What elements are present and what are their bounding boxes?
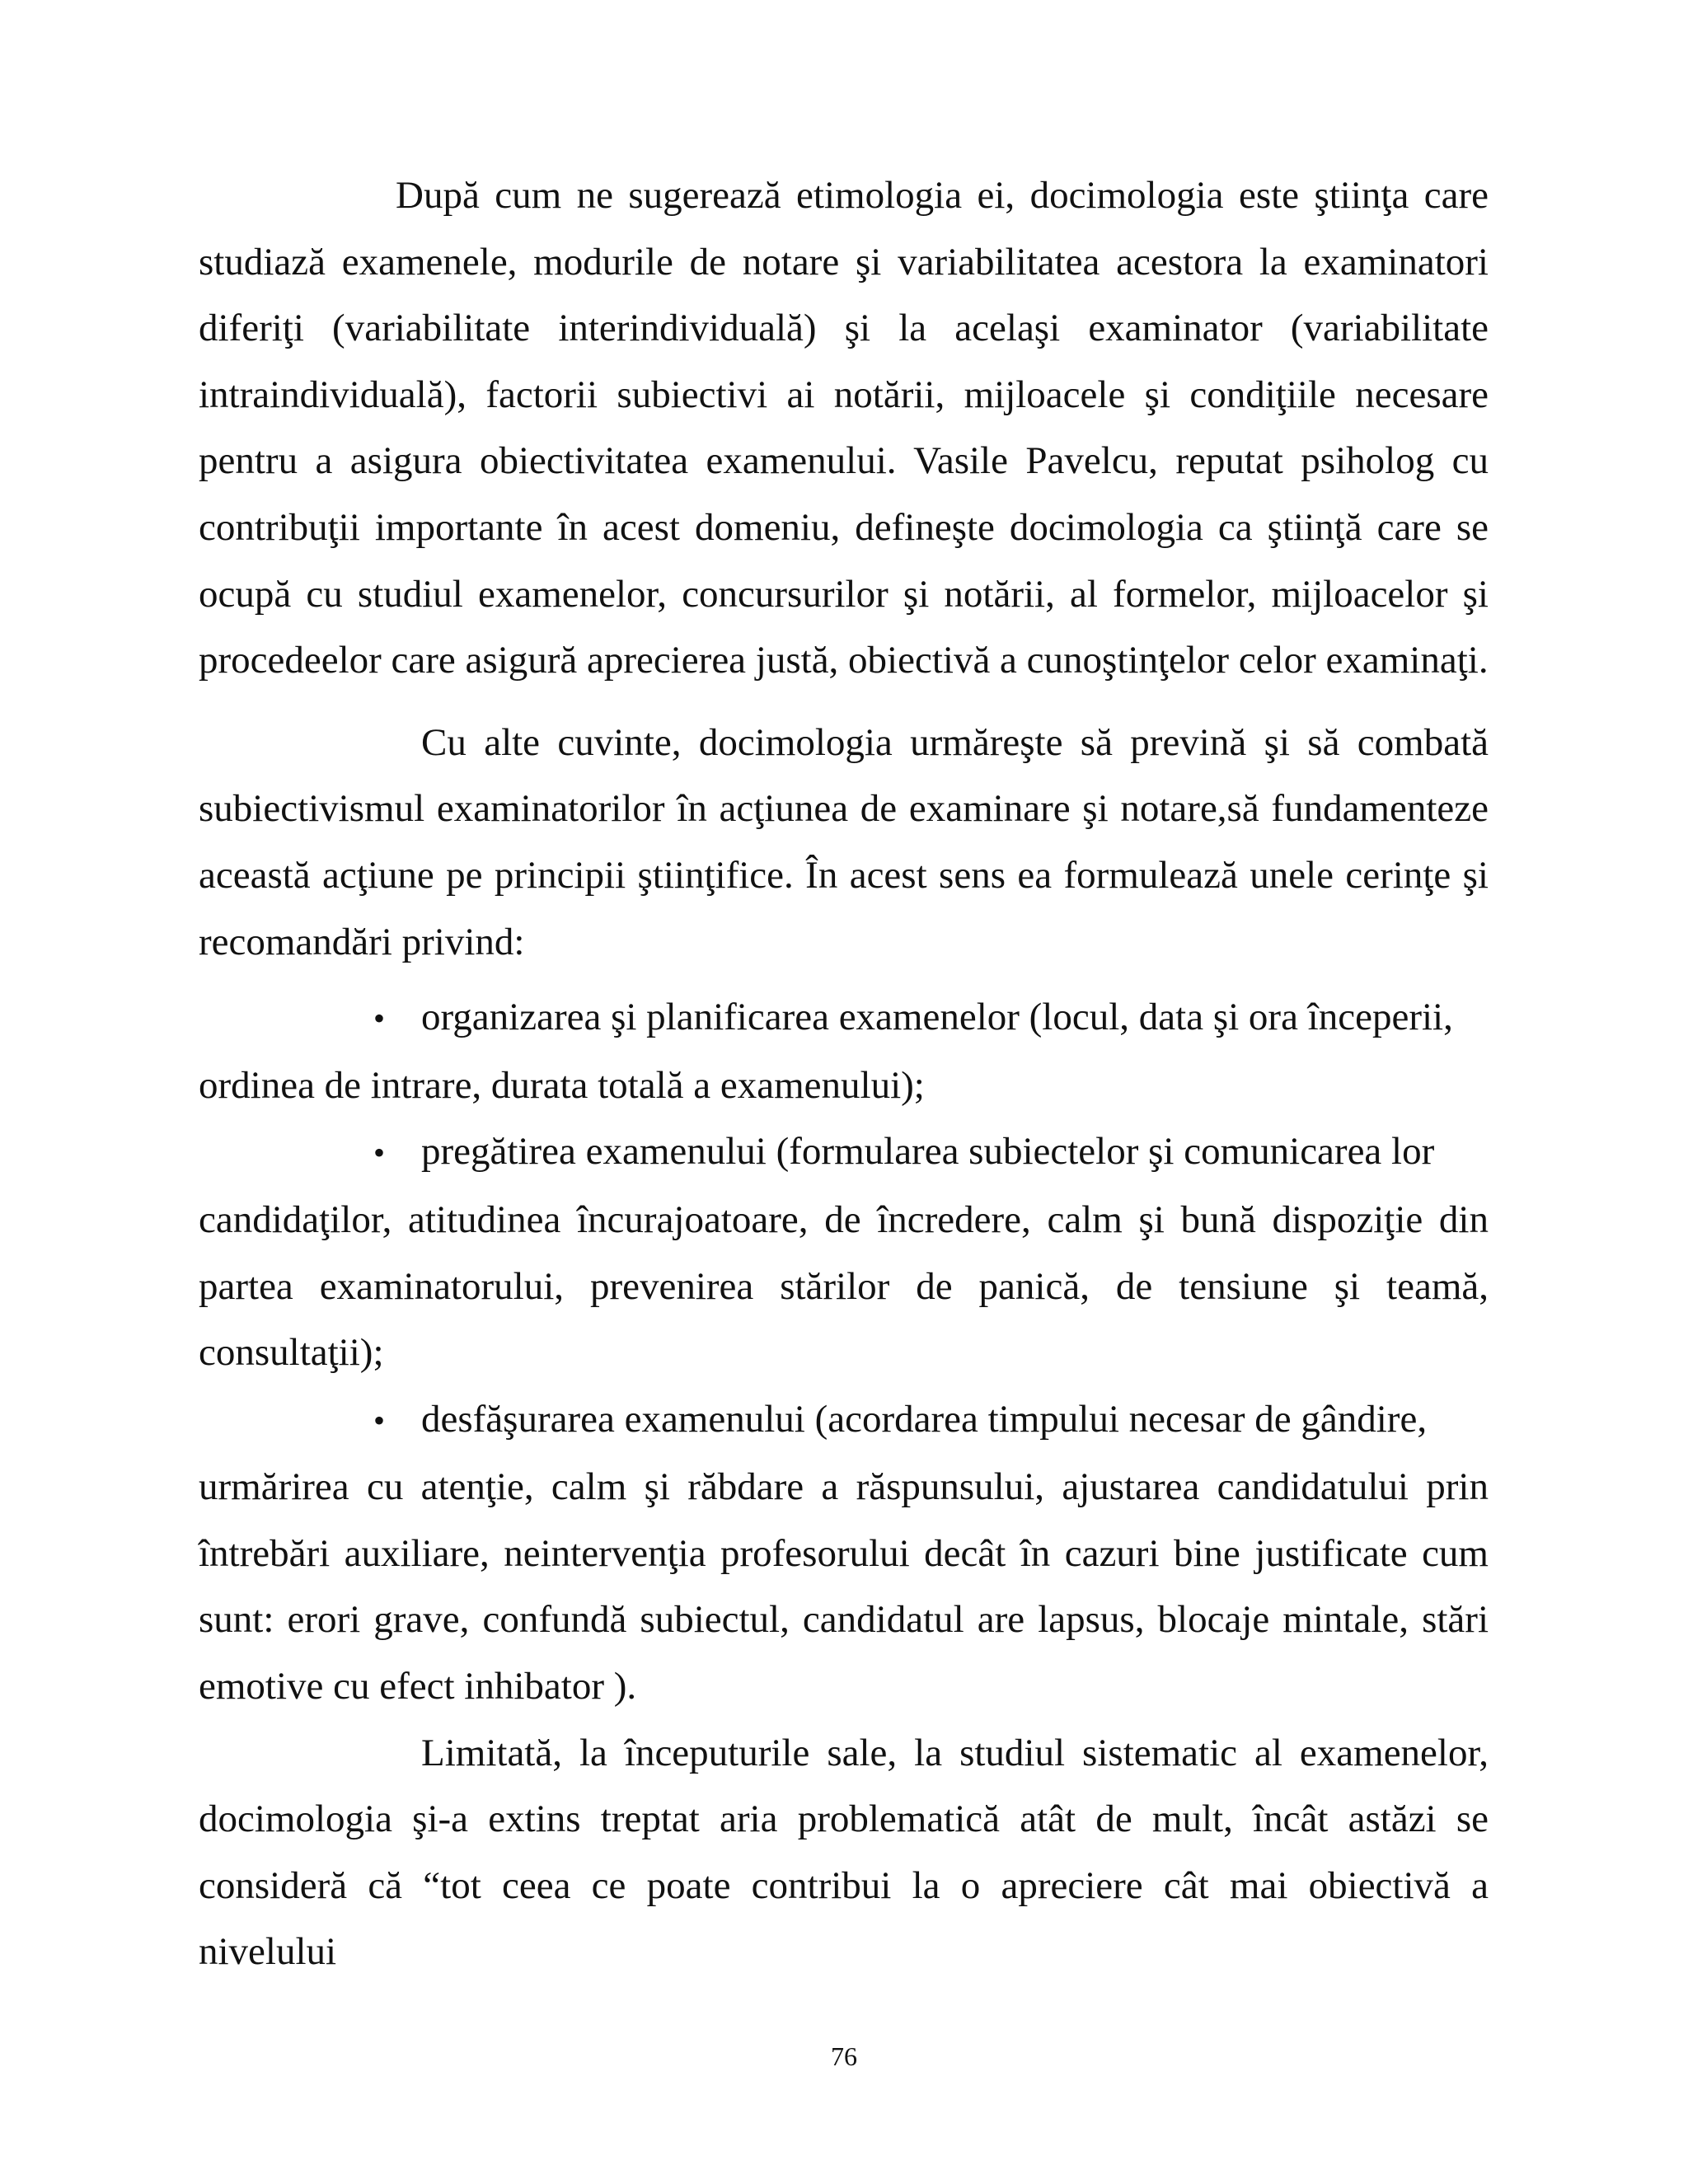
bullet-list <box>199 984 1489 1720</box>
list-item-lead: organizarea şi planificarea examenelor (locul, data şi ora începerii, <box>421 996 1453 1039</box>
paragraph-purpose: Cu alte cuvinte, docimologia urmăreşte să prevină şi să combată subiectivismul examinatorilor în acţiunea de examinare şi notare,să fundamenteze această acţiune pe principii ştiinţifice. În acest sens ea formulează unele cerinţe şi recomandări privind: <box>199 720 1489 963</box>
page-number: 76 <box>831 2041 857 2071</box>
body-text <box>199 162 1489 1985</box>
paragraph-closing: Limitată, la începuturile sale, la studiul sistematic al examenelor, docimologia şi-a extins treptat aria problematică atât de mult, încât astăzi se consideră că “tot ceea ce poate contribui la o apreciere cât mai obiectivă a nivelului <box>199 1731 1489 1974</box>
list-item <box>199 1386 1489 1720</box>
list-item-lead: desfăşurarea examenului (acordarea timpului necesar de gândire, <box>421 1397 1428 1441</box>
paragraph-definition: După cum ne sugerează etimologia ei, docimologia este ştiinţa care studiază examenele, modurile de notare şi variabilitatea acestora la examinatori diferiţi (variabilitate interindividuală) şi la acelaşi examinator (variabilitate intraindividuală), factorii subiectivi ai notării, mijloacele şi condiţiile necesare pentru a asigura obiectivitatea examenului. Vasile Pavelcu, reputat psiholog cu contribuţii importante în acest domeniu, defineşte docimologia ca ştiinţă care se ocupă cu studiul examenelor, concursurilor şi notării, al formelor, mijloacelor şi procedeelor care asigură aprecierea justă, obiectivă a cunoştinţelor celor examinaţi. <box>199 174 1489 682</box>
bullet-icon: • <box>373 1401 386 1439</box>
list-item-continuation: urmărirea cu atenţie, calm şi răbdare a răspunsului, ajustarea candidatului prin întrebări auxiliare, neintervenţia profesorului decât în cazuri bine justificate cum sunt: erori grave, confundă subiectul, candidatul are lapsus, blocaje mintale, stări emotive cu efect inhibator ). <box>199 1465 1489 1708</box>
list-item <box>199 1118 1489 1385</box>
list-item-continuation: candidaţilor, atitudinea încurajoatoare, de încredere, calm şi bună dispoziţie din partea examinatorului, prevenirea stărilor de panică, de tensiune şi teamă, consultaţii); <box>199 1197 1489 1375</box>
list-item-lead: pregătirea examenului (formularea subiectelor şi comunicarea lor <box>421 1130 1435 1174</box>
list-item-continuation: ordinea de intrare, durata totală a examenului); <box>199 1063 925 1107</box>
bullet-icon: • <box>373 1000 386 1038</box>
bullet-icon: • <box>373 1134 386 1172</box>
list-item <box>199 984 1489 1118</box>
